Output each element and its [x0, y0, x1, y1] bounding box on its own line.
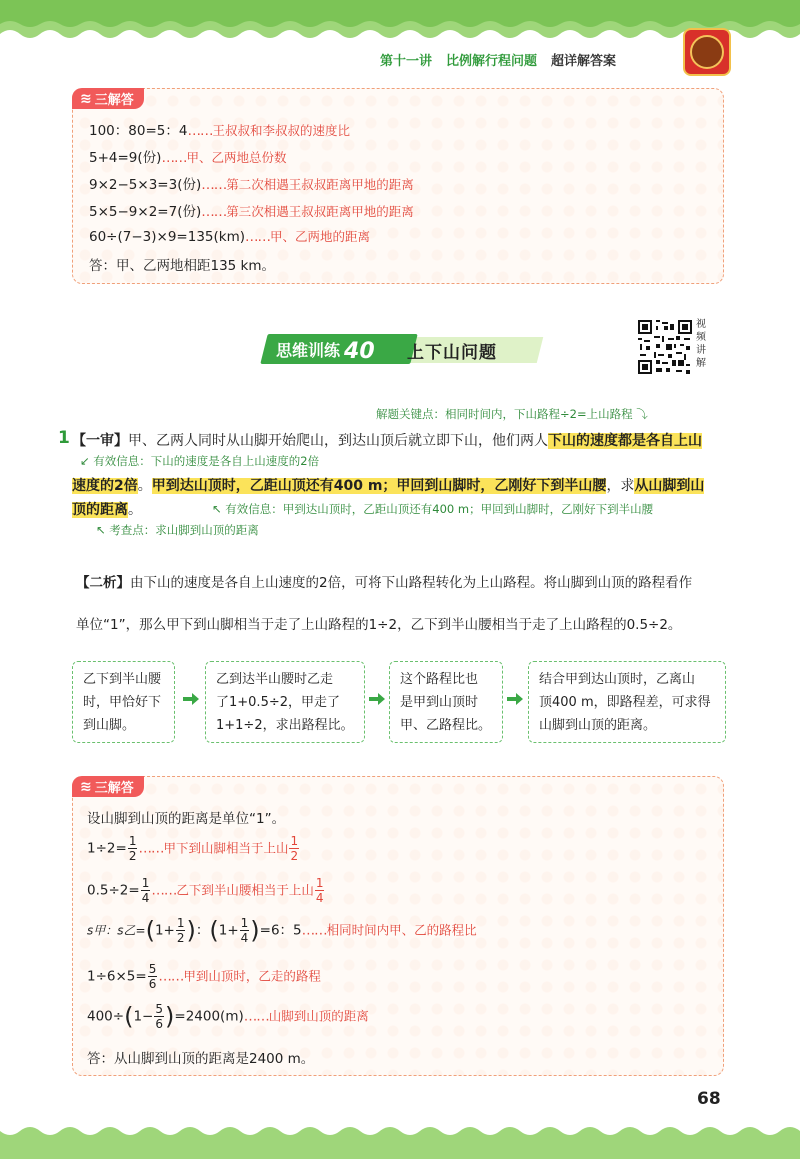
analysis-line-2: 单位“1”，那么甲下到山脚相当于走了上山路程的1÷2，乙下到半山腰相当于走了上山路程的0.5÷2。: [76, 617, 682, 633]
section-prefix: 思维训练: [276, 341, 341, 360]
answer-box-1: [72, 88, 724, 284]
page-header: [380, 46, 680, 72]
problem-line-2: 速度的2倍。甲到达山顶时，乙距山顶还有400 m；甲回到山脚时，乙刚好下到半山腰，求从山脚到山: [72, 478, 705, 494]
answer-line: 60÷(7−3)×9=135(km)……甲、乙两地的距离: [89, 229, 371, 245]
answer-tag: ≋ 三解答: [72, 88, 144, 109]
solution-line-2: 0.5÷2= $\frac{1}{4}$ ……乙下到半山腰相当于上山 $\frac{1}{4}$: [87, 876, 324, 905]
answer-line: 5×5−9×2=7(份)……第三次相遇王叔叔距离甲地的距离: [89, 204, 414, 220]
answer-tag: ≋ 三解答: [72, 776, 144, 797]
problem-number: 1: [58, 428, 70, 448]
solution-intro: 设山脚到山顶的距离是单位“1”。: [87, 811, 286, 827]
page-number: 68: [697, 1089, 721, 1109]
answer-line: 100：80=5：4……王叔叔和李叔叔的速度比: [89, 123, 350, 139]
answer-conclusion: 答：甲、乙两地相距135 km。: [89, 258, 276, 274]
annotation-info-2: ↖ 有效信息：甲到达山顶时，乙距山顶还有400 m；甲回到山脚时，乙刚好下到半山腰: [212, 502, 654, 516]
annotation-exam-point: ↖ 考查点：求山脚到山顶的距离: [96, 523, 259, 537]
flow-step-1: 乙下到半山腰 时，甲恰好下 到山脚。: [72, 661, 175, 743]
topic-label: 比例解行程问题: [446, 53, 538, 69]
annotation-info-1: ↙ 有效信息：下山的速度是各自上山速度的2倍: [80, 454, 320, 468]
answer-label: 超详解答案: [551, 53, 617, 69]
analysis-line-1: 【二析】由下山的速度是各自上山速度的2倍，可将下山路程转化为上山路程。将山脚到山顶的路程看作: [76, 575, 693, 591]
section-title: [250, 334, 550, 366]
bottom-wave-decoration: [0, 1119, 800, 1159]
video-lecture-label: 视 频 讲 解: [696, 319, 706, 369]
solution-line-1: 1÷2= $\frac{1}{2}$ ……甲下到山脚相当于上山 $\frac{1}{2}$: [87, 834, 299, 863]
flow-step-4: 结合甲到达山顶时，乙离山 顶400 m，即路程差，可求得 山脚到山顶的距离。: [528, 661, 726, 743]
solution-line-4: 1÷6×5= $\frac{5}{6}$ ……甲到山顶时，乙走的路程: [87, 962, 321, 991]
solution-line-5: 400÷(1− $\frac{5}{6}$ )=2400(m)……山脚到山顶的距离: [87, 1002, 369, 1031]
problem-line-3: 顶的距离。: [72, 502, 142, 518]
flow-step-2: 乙到达半山腰时乙走 了1+0.5÷2，甲走了 1+1÷2，求出路程比。: [205, 661, 365, 743]
top-wave-decoration: [0, 0, 800, 52]
problem-line-1: 【一审】甲、乙两人同时从山脚开始爬山，到达山顶后就立即下山，他们两人下山的速度都是各自上山: [72, 433, 702, 449]
answer-line: 9×2−5×3=3(份)……第二次相遇王叔叔距离甲地的距离: [89, 177, 414, 193]
answer-box-2: [72, 776, 724, 1076]
book-logo-badge: [683, 28, 731, 76]
dots-leader: ……: [187, 123, 213, 139]
section-number: 40: [344, 339, 375, 364]
qr-code-icon[interactable]: [638, 320, 692, 374]
lecture-label: 第十一讲: [380, 53, 433, 69]
wave-icon: ≋: [80, 90, 90, 107]
section-main-title: 上下山问题: [407, 343, 497, 363]
solution-conclusion: 答：从山脚到山顶的距离是2400 m。: [87, 1051, 315, 1067]
solution-line-3: s甲：s乙=(1+ $\frac{1}{2}$ )：(1+ $\frac{1}{4}$ )=6：5……相同时间内甲、乙的路程比: [87, 916, 477, 945]
arrow-right-icon: [507, 693, 523, 705]
annotation-key-point: 解题关键点：相同时间内，下山路程÷2=上山路程 ⤵: [376, 407, 648, 421]
wave-icon: ≋: [80, 778, 90, 795]
arrow-right-icon: [369, 693, 385, 705]
answer-line: 5+4=9(份)……甲、乙两地总份数: [89, 150, 287, 166]
arrow-right-icon: [183, 693, 199, 705]
flow-step-3: 这个路程比也 是甲到山顶时 甲、乙路程比。: [389, 661, 503, 743]
logo-emblem-icon: [690, 35, 724, 69]
